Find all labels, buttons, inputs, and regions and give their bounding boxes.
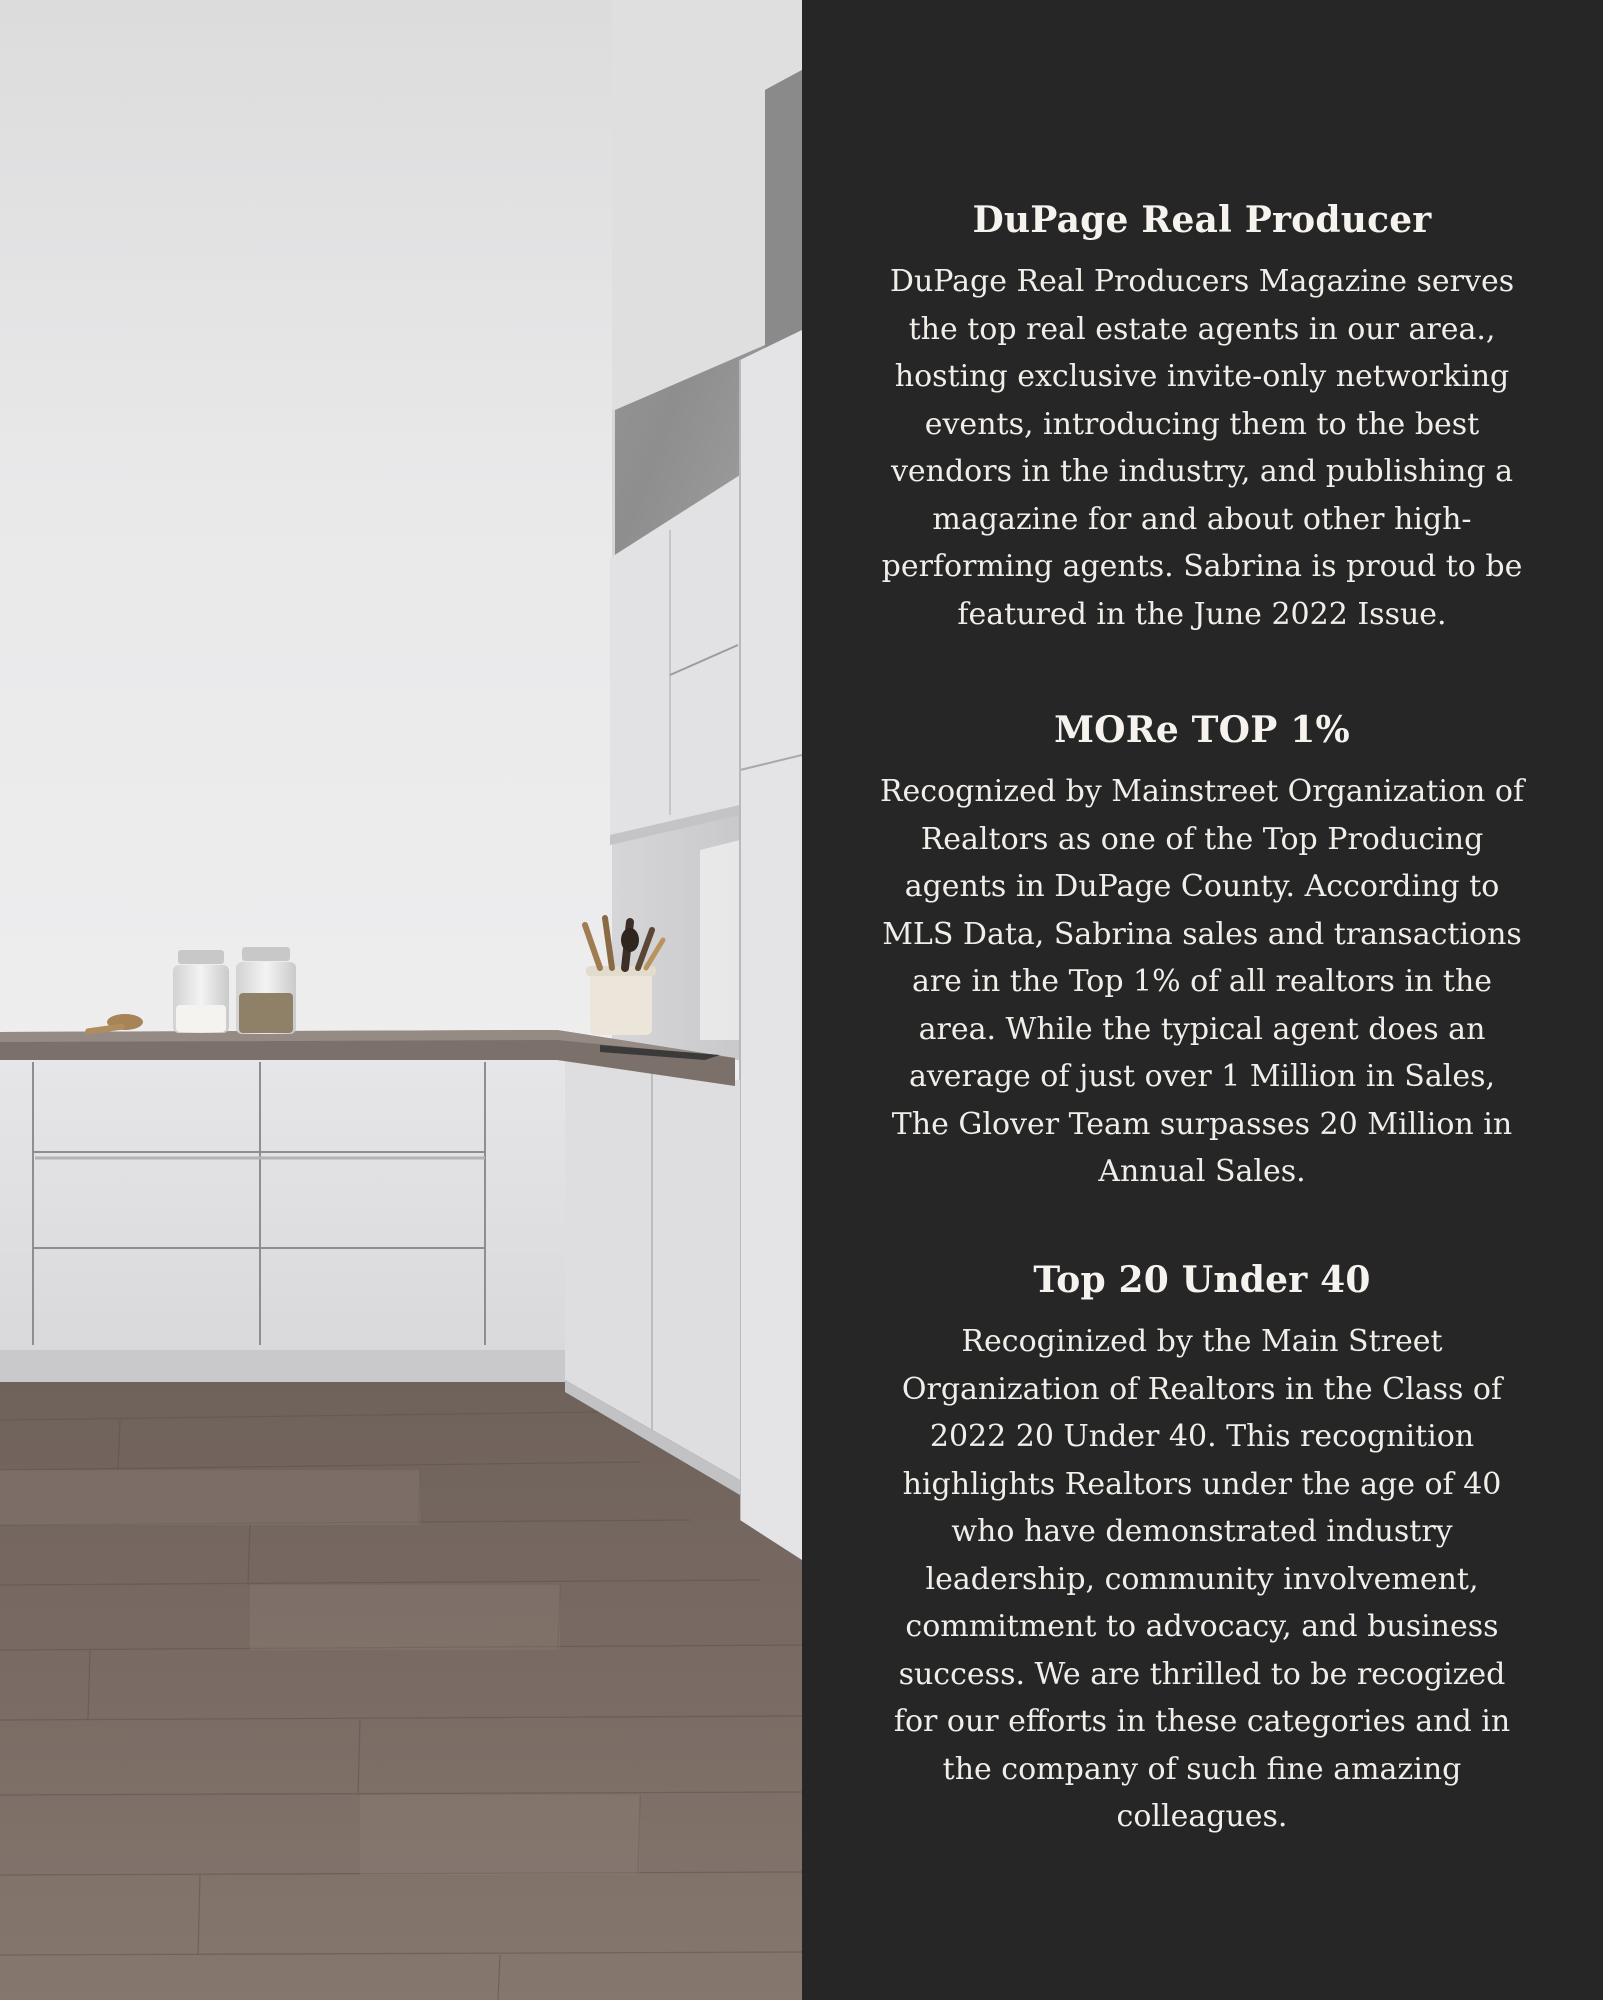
section-heading: Top 20 Under 40 [1033, 1259, 1371, 1301]
tall-cabinet [740, 330, 802, 1560]
section-body: DuPage Real Producers Magazine serves the top real estate agents in our area., hosting exclusive invite-only networking events, introducing them to the best vendors in the industry, and publishing a magazine for and about other high-performing agents. Sabrina is proud to be featured in the June 2022 Issue. [881, 264, 1523, 632]
section-heading: MORe TOP 1% [1054, 709, 1350, 751]
section-heading: DuPage Real Producer [972, 199, 1432, 241]
section-more-top-1-percent [877, 708, 1527, 1196]
text-panel [802, 0, 1603, 2000]
base-cabinets [0, 1060, 565, 1350]
section-top-20-under-40 [877, 1258, 1527, 1841]
section-dupage-real-producer [877, 198, 1527, 638]
section-body: Recognized by Mainstreet Organization of Realtors as one of the Top Producing agents in DuPage County. According to MLS Data, Sabrina sales and transactions are in the Top 1% of all realtors in the area. While the typical agent does an average of just over 1 Million in Sales, The Glover Team surpasses 20 Million in Annual Sales. [879, 774, 1525, 1189]
section-body: Recoginized by the Main Street Organization of Realtors in the Class of 2022 20 Under 40. This recognition highlights Realtors under the age of 40 who have demonstrated industry leadership, community involvement, commitment to advocacy, and business success. We are thrilled to be recogized for our efforts in these categories and in the company of such fine amazing colleagues. [893, 1324, 1511, 1834]
